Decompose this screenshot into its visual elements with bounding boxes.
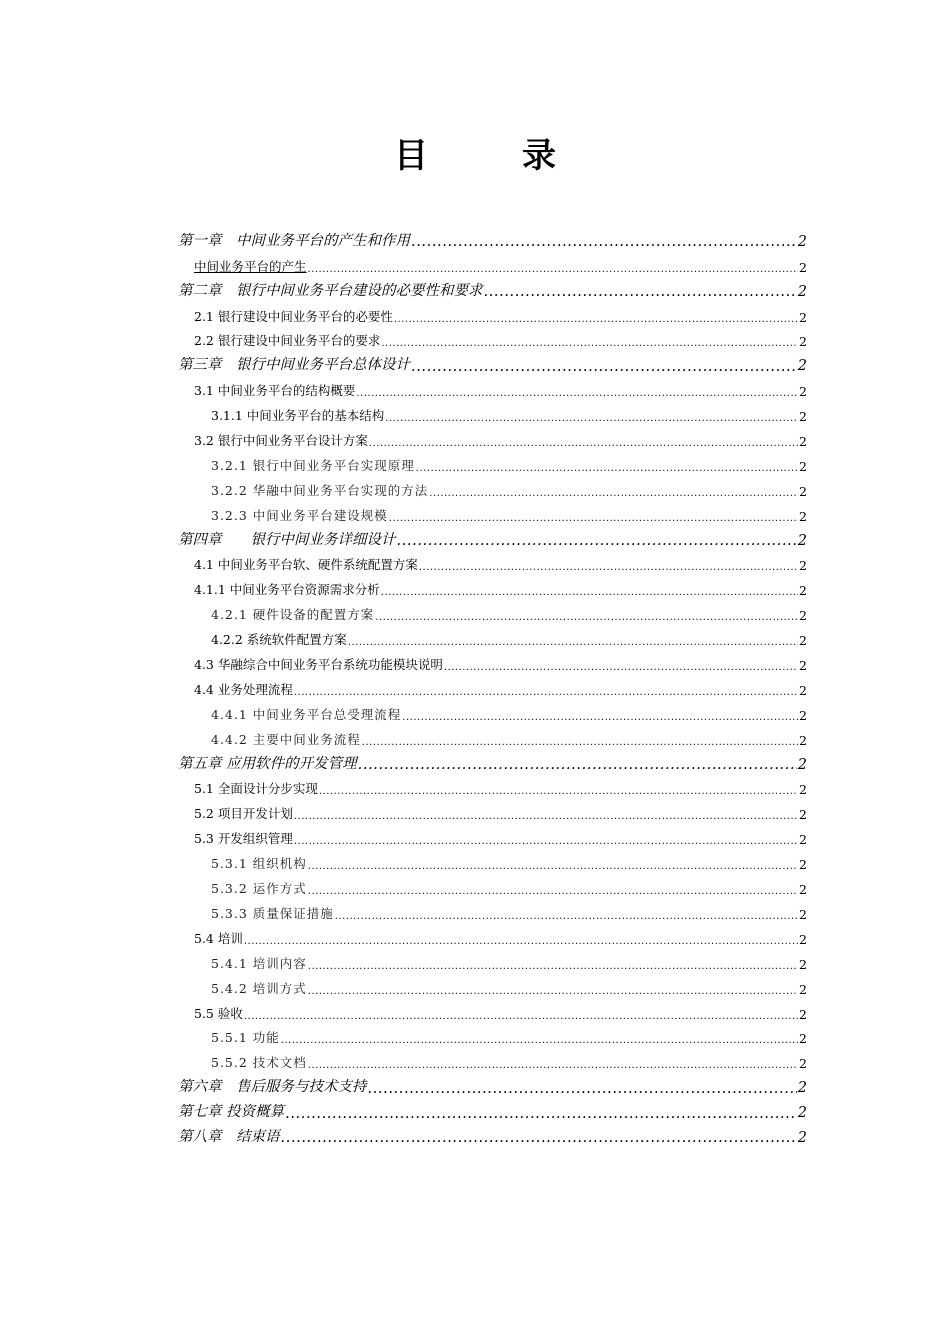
toc-leader-dots	[294, 837, 798, 847]
toc-entry-title: 5.3.3 质量保证措施	[211, 905, 334, 921]
toc-entry[interactable]	[178, 250, 807, 275]
toc-entry-title: 3.1 中间业务平台的结构概要	[194, 383, 356, 399]
toc-entry[interactable]	[178, 847, 807, 872]
toc-entry-title: 5.3 开发组织管理	[194, 831, 293, 847]
toc-entry-title: 3.1.1 中间业务平台的基本结构	[211, 408, 385, 424]
toc-leader-dots	[381, 339, 798, 349]
toc-entry-page-number: 2	[799, 409, 807, 425]
toc-entry-page-number: 2	[799, 981, 807, 997]
toc-leader-dots	[381, 588, 798, 598]
toc-entry-title: 第五章 应用软件的开发管理	[178, 755, 357, 772]
toc-entry-page-number: 2	[799, 1031, 807, 1047]
toc-leader-dots	[484, 285, 797, 300]
toc-entry-page-number: 2	[799, 434, 807, 450]
toc-entry[interactable]	[178, 872, 807, 897]
toc-entry-page-number: 2	[799, 682, 807, 698]
toc-entry-page-number: 2	[799, 259, 807, 275]
toc-leader-dots	[419, 563, 798, 573]
toc-entry-title: 5.2 项目开发计划	[194, 806, 293, 822]
toc-leader-dots	[362, 738, 798, 748]
toc-leader-dots	[348, 638, 798, 648]
toc-leader-dots	[369, 439, 798, 449]
toc-entry[interactable]	[178, 972, 807, 997]
toc-leader-dots	[308, 265, 799, 275]
toc-entry-page-number: 2	[799, 309, 807, 325]
toc-entry[interactable]	[178, 1071, 807, 1096]
toc-entry-title: 4.3 华融综合中间业务平台系统功能模块说明	[194, 657, 443, 673]
toc-entry[interactable]	[178, 349, 807, 374]
toc-entry[interactable]	[178, 449, 807, 474]
toc-leader-dots	[244, 937, 798, 947]
toc-entry[interactable]	[178, 648, 807, 673]
toc-entry-title: 第六章 售后服务与技术支持	[178, 1079, 367, 1096]
toc-entry-page-number: 2	[797, 1080, 807, 1097]
toc-entry-title: 第八章 结束语	[178, 1128, 280, 1145]
toc-entry-title: 4.1 中间业务平台软、硬件系统配置方案	[194, 557, 418, 573]
toc-entry-title: 5.4.2 培训方式	[211, 980, 307, 996]
toc-entry[interactable]	[178, 797, 807, 822]
toc-entry-page-number: 2	[799, 658, 807, 674]
toc-leader-dots	[285, 1107, 797, 1122]
toc-entry-title: 第三章 银行中间业务平台总体设计	[178, 357, 410, 374]
toc-leader-dots	[375, 613, 798, 623]
toc-entry-title: 5.3.2 运作方式	[211, 881, 307, 897]
toc-leader-dots	[308, 862, 798, 872]
toc-entry[interactable]	[178, 748, 807, 773]
toc-entry-page-number: 2	[799, 583, 807, 599]
toc-leader-dots	[368, 1082, 797, 1097]
toc-entry[interactable]	[178, 325, 807, 350]
toc-leader-dots	[244, 1012, 798, 1022]
toc-entry-title: 3.2.3 中间业务平台建设规模	[211, 507, 388, 523]
toc-entry-title: 2.1 银行建设中间业务平台的必要性	[194, 308, 393, 324]
toc-entry[interactable]	[178, 399, 807, 424]
toc-entry-page-number: 2	[799, 334, 807, 350]
toc-entry[interactable]	[178, 723, 807, 748]
toc-leader-dots	[411, 360, 797, 375]
toc-entry-page-number: 2	[799, 732, 807, 748]
toc-entry-title: 4.2.1 硬件设备的配置方案	[211, 607, 375, 623]
toc-entry-page-number: 2	[797, 1105, 807, 1122]
toc-entry-page-number: 2	[797, 532, 807, 549]
toc-entry-page-number: 2	[799, 1006, 807, 1022]
toc-entry-page-number: 2	[799, 384, 807, 400]
toc-leader-dots	[308, 987, 798, 997]
toc-entry-page-number: 2	[797, 233, 807, 250]
toc-entry[interactable]	[178, 1046, 807, 1071]
toc-leader-dots	[385, 414, 798, 424]
toc-entry-page-number: 2	[797, 358, 807, 375]
toc-entry-page-number: 2	[799, 558, 807, 574]
toc-entry-title: 5.4.1 培训内容	[211, 955, 307, 971]
toc-leader-dots	[281, 1131, 797, 1146]
toc-leader-dots	[308, 962, 798, 972]
toc-entry-title: 4.4.2 主要中间业务流程	[211, 731, 361, 747]
toc-leader-dots	[308, 887, 798, 897]
toc-leader-dots	[308, 1061, 798, 1071]
toc-leader-dots	[394, 315, 798, 325]
toc-entry-title: 4.4.1 中间业务平台总受理流程	[211, 706, 402, 722]
toc-entry-page-number: 2	[799, 832, 807, 848]
toc-entry-page-number: 2	[799, 882, 807, 898]
toc-entry[interactable]	[178, 1121, 807, 1146]
toc-entry[interactable]	[178, 897, 807, 922]
toc-entry-title: 第一章 中间业务平台的产生和作用	[178, 232, 410, 249]
toc-entry-title: 5.1 全面设计分步实现	[194, 781, 318, 797]
toc-entry[interactable]	[178, 673, 807, 698]
toc-entry[interactable]	[178, 1022, 807, 1047]
toc-entry[interactable]	[178, 524, 807, 549]
toc-entry-page-number: 2	[799, 857, 807, 873]
toc-entry[interactable]	[178, 424, 807, 449]
toc-entry[interactable]	[178, 225, 807, 250]
toc-leader-dots	[397, 534, 797, 549]
toc-entry-page-number: 2	[799, 931, 807, 947]
table-of-contents	[178, 225, 807, 1146]
toc-entry-page-number: 2	[797, 756, 807, 773]
toc-entry[interactable]	[178, 698, 807, 723]
toc-leader-dots	[389, 514, 798, 524]
toc-entry[interactable]	[178, 300, 807, 325]
toc-entry-page-number: 2	[799, 707, 807, 723]
toc-entry-title: 5.5.1 功能	[211, 1030, 280, 1046]
toc-leader-dots	[356, 389, 798, 399]
toc-leader-dots	[429, 489, 798, 499]
toc-entry-title: 中间业务平台的产生	[194, 258, 307, 274]
toc-entry-page-number: 2	[799, 956, 807, 972]
toc-entry-title: 4.1.1 中间业务平台资源需求分析	[194, 582, 380, 598]
toc-leader-dots	[411, 235, 797, 250]
toc-entry-page-number: 2	[799, 508, 807, 524]
toc-entry-title: 第七章 投资概算	[178, 1104, 285, 1121]
toc-entry-title: 3.2 银行中间业务平台设计方案	[194, 433, 368, 449]
toc-entry[interactable]	[178, 947, 807, 972]
toc-entry-title: 2.2 银行建设中间业务平台的要求	[194, 333, 381, 349]
toc-title: 目 录	[394, 136, 586, 176]
toc-entry-page-number: 2	[799, 782, 807, 798]
toc-entry-title: 5.5.2 技术文档	[211, 1055, 307, 1071]
toc-leader-dots	[294, 688, 798, 698]
toc-entry-page-number: 2	[797, 283, 807, 300]
toc-entry[interactable]	[178, 549, 807, 574]
toc-entry-title: 4.4 业务处理流程	[194, 681, 293, 697]
toc-entry-page-number: 2	[797, 1129, 807, 1146]
toc-entry[interactable]	[178, 573, 807, 598]
toc-entry-page-number: 2	[799, 807, 807, 823]
toc-leader-dots	[416, 464, 798, 474]
toc-entry-title: 3.2.1 银行中间业务平台实现原理	[211, 457, 415, 473]
toc-entry-page-number: 2	[799, 608, 807, 624]
toc-entry-title: 4.2.2 系统软件配置方案	[211, 632, 347, 648]
toc-leader-dots	[294, 812, 798, 822]
toc-entry[interactable]	[178, 499, 807, 524]
toc-entry[interactable]	[178, 773, 807, 798]
toc-entry-page-number: 2	[799, 633, 807, 649]
toc-entry[interactable]	[178, 374, 807, 399]
toc-leader-dots	[281, 1036, 798, 1046]
toc-entry[interactable]	[178, 598, 807, 623]
toc-entry[interactable]	[178, 997, 807, 1022]
toc-entry-page-number: 2	[799, 1056, 807, 1072]
toc-entry[interactable]	[178, 1096, 807, 1121]
toc-leader-dots	[402, 713, 798, 723]
toc-entry-page-number: 2	[799, 458, 807, 474]
toc-entry[interactable]	[178, 822, 807, 847]
toc-entry[interactable]	[178, 922, 807, 947]
toc-entry[interactable]	[178, 474, 807, 499]
toc-entry-title: 第二章 银行中间业务平台建设的必要性和要求	[178, 282, 483, 299]
toc-entry-title: 5.4 培训	[194, 930, 243, 946]
toc-leader-dots	[444, 663, 798, 673]
toc-entry[interactable]	[178, 275, 807, 300]
toc-entry-page-number: 2	[799, 906, 807, 922]
toc-entry-title: 3.2.2 华融中间业务平台实现的方法	[211, 482, 429, 498]
toc-leader-dots	[358, 758, 797, 773]
toc-leader-dots	[335, 912, 798, 922]
toc-entry[interactable]	[178, 623, 807, 648]
toc-entry-title: 5.3.1 组织机构	[211, 856, 307, 872]
toc-leader-dots	[319, 787, 798, 797]
toc-entry-page-number: 2	[799, 483, 807, 499]
toc-entry-title: 第四章 银行中间业务详细设计	[178, 531, 396, 548]
toc-entry-title: 5.5 验收	[194, 1005, 243, 1021]
